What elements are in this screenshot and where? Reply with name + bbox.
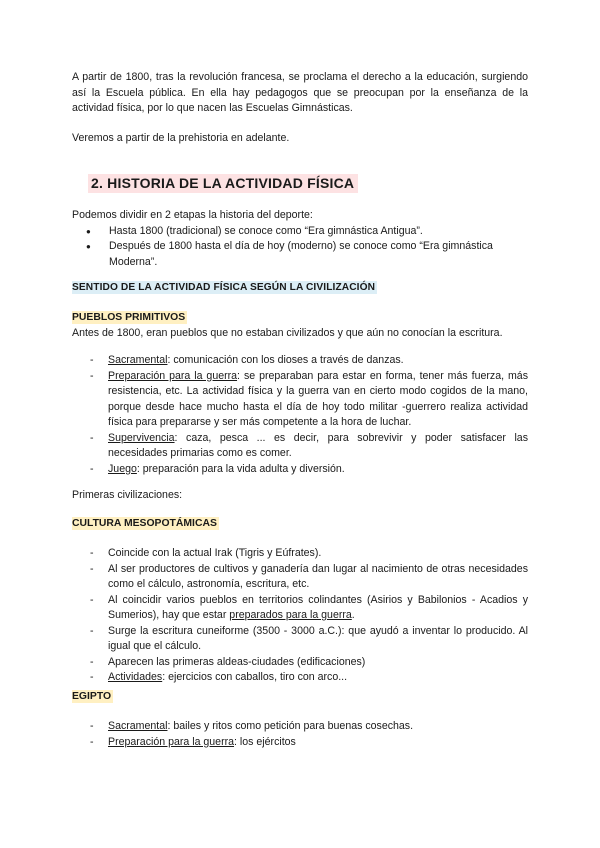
list-item xyxy=(72,735,528,751)
heading-sentido: SENTIDO DE LA ACTIVIDAD FÍSICA SEGÚN LA CIVILIZACIÓN xyxy=(72,282,376,293)
intro-paragraph: A partir de 1800, tras la revolución francesa, se proclama el derecho a la educación, surgiendo así la Escuela pública. En ella hay pedagogos que se preocupan por la enseñanza de la actividad física, por lo que nacen las Escuelas Gimnásticas. xyxy=(72,71,528,114)
primeras-civilizaciones: Primeras civilizaciones: xyxy=(72,489,183,501)
list-item: - Coincide con la actual Irak (Tigris y Eúfrates). xyxy=(72,546,528,562)
list-item xyxy=(72,369,528,431)
item-text: : ejercicios con caballos, tiro con arco... xyxy=(162,671,348,683)
item-text: : se preparaban para estar en forma, tener más fuerza, más resistencia, etc. La actividad física y la guerra van en cierto modo cogidos de la mano, porque desde hace mucho hasta el día de hoy todo militar -guerrero realiza actividad física para prepararse y ser más competente a la hora de luchar. xyxy=(108,369,528,428)
egipto-list xyxy=(72,719,528,750)
list-item: ● Hasta 1800 (tradicional) se conoce como “Era gimnástica Antigua”. xyxy=(72,224,528,240)
heading-mesopotamia: CULTURA MESOPOTÁMICAS xyxy=(72,518,217,529)
intro-paragraph-2: Veremos a partir de la prehistoria en adelante. xyxy=(72,132,290,144)
item-text: : bailes y ritos como petición para buenas cosechas. xyxy=(167,720,414,732)
item-text: : caza, pesca ... es decir, para sobrevivir y poder satisfacer las necesidades primarias como es comer. xyxy=(108,431,528,459)
pueblos-list xyxy=(72,353,528,477)
item-text: : los ejércitos xyxy=(234,735,296,748)
term: Sacramental xyxy=(108,354,168,366)
term: Preparación para la guerra xyxy=(108,369,238,382)
item-text: Al coincidir varios pueblos en territorios colindantes (Asirios y Babilonios - Acadios y Sumerios), hay que estar xyxy=(108,593,528,621)
list-item xyxy=(72,353,528,369)
term: Sacramental xyxy=(108,720,168,732)
term: Supervivencia xyxy=(108,431,175,444)
list-item: - Surge la escritura cuneiforme (3500 - 3000 a.C.): que ayudó a inventar lo producido. Al igual que el cálculo. xyxy=(72,624,528,655)
term: Preparación para la guerra xyxy=(108,735,235,748)
pueblos-intro: Antes de 1800, eran pueblos que no estaban civilizados y que aún no conocían la escritura. xyxy=(72,327,503,339)
item-text: : preparación para la vida adulta y diversión. xyxy=(136,462,345,475)
era-bullet-list xyxy=(72,224,528,271)
section2-lead: Podemos dividir en 2 etapas la historia del deporte: xyxy=(72,209,313,221)
term: preparados para la guerra xyxy=(229,609,352,621)
list-item xyxy=(72,431,528,462)
heading-pueblos-primitivos: PUEBLOS PRIMITIVOS xyxy=(72,312,186,323)
list-item xyxy=(72,593,528,624)
item-text: . xyxy=(351,609,355,621)
list-item xyxy=(72,719,528,735)
list-item: ● Después de 1800 hasta el día de hoy (moderno) se conoce como “Era gimnástica Moderna”. xyxy=(72,239,528,270)
term: Juego xyxy=(108,462,137,475)
meso-list xyxy=(72,546,528,686)
section2-body xyxy=(72,208,528,270)
heading-egipto: EGIPTO xyxy=(72,691,112,702)
item-text: : comunicación con los dioses a través de danzas. xyxy=(167,354,404,366)
term: Actividades xyxy=(108,671,163,683)
list-item: - Aparecen las primeras aldeas-ciudades (edificaciones) xyxy=(72,655,528,671)
list-item xyxy=(72,670,528,686)
list-item xyxy=(72,462,528,478)
list-item: - Al ser productores de cultivos y ganadería dan lugar al nacimiento de otras necesidades como el cálculo, astronomía, escritura, etc. xyxy=(72,562,528,593)
section-heading-historia: 2. HISTORIA DE LA ACTIVIDAD FÍSICA xyxy=(88,174,358,193)
